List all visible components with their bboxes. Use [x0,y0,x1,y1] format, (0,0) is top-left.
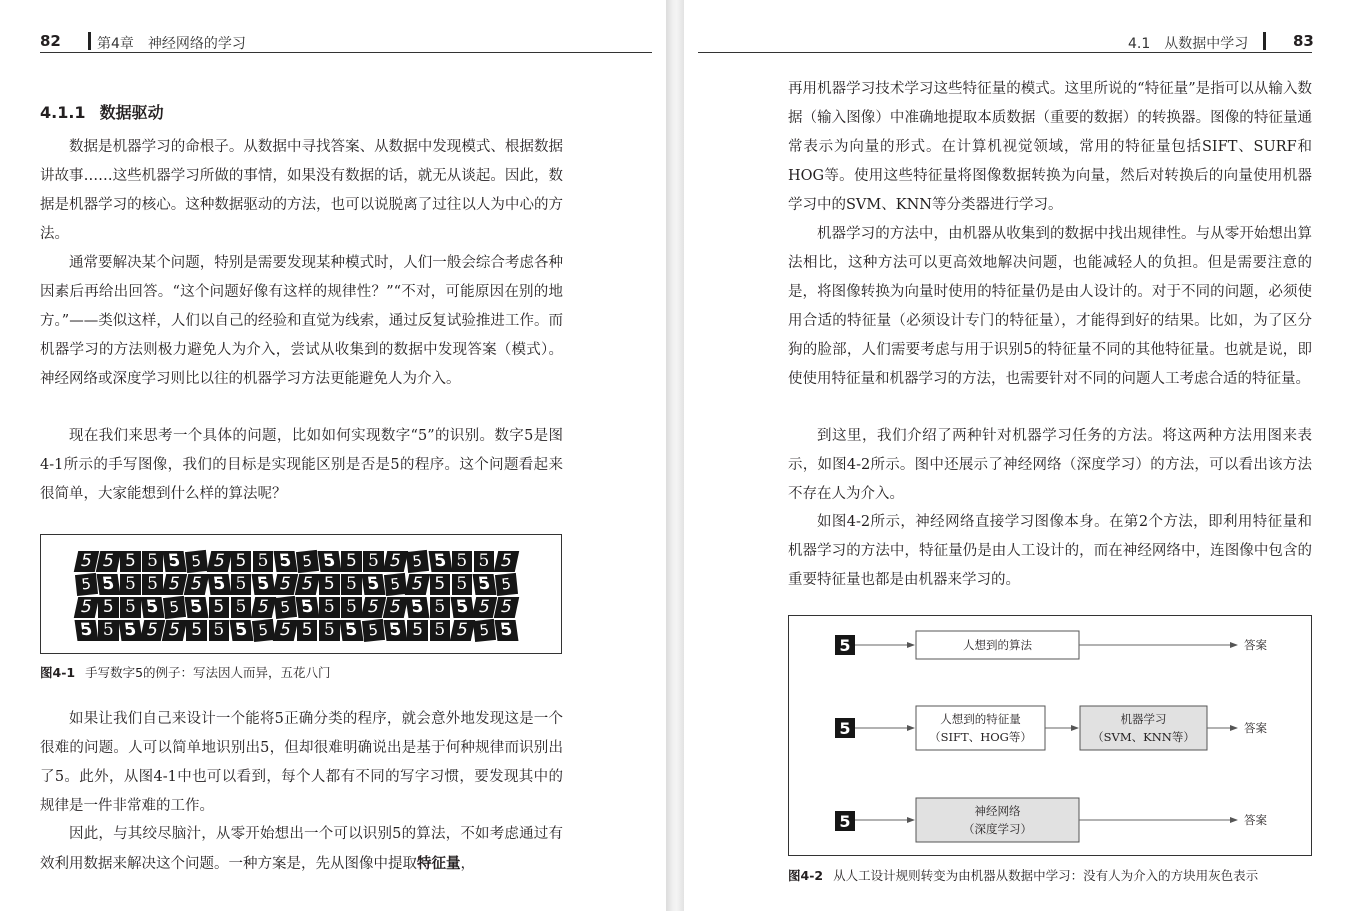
handwritten-digit: 5 [162,574,187,595]
figure-4-1-caption-text: 手写数字5的例子：写法因人而异，五花八门 [85,665,331,680]
handwritten-digit: 5 [452,574,473,595]
handwritten-digit: 5 [231,551,252,572]
handwritten-digit: 5 [74,597,99,618]
section-title: 数据驱动 [99,103,164,122]
box-machine-learning-label [1080,710,1207,746]
handwritten-digit: 5 [251,574,274,595]
handwritten-digit: 5 [207,574,230,595]
handwritten-digit: 5 [96,551,121,572]
left-header-rule [40,52,652,53]
handwritten-digit: 5 [120,574,141,595]
handwritten-digit: 5 [184,574,209,595]
handwritten-digit: 5 [430,620,451,641]
handwritten-digit: 5 [253,551,274,572]
left-paragraph-1: 数据是机器学习的命根子。从数据中寻找答案、从数据中发现模式、根据数据讲故事……这些机器学习所做的事情，如果没有数据的话，就无从谈起。因此，数据是机器学习的核心。这种数据驱动的方法，也可以说脱离了过往以人为中心的方法。 [40,139,563,242]
right-running-head: 4.1 从数据中学习 [1128,36,1249,52]
handwritten-digit: 5 [383,551,408,572]
handwritten-digit: 5 [494,620,517,641]
box-human-features-line-2: （SIFT、HOG等） [929,730,1032,744]
answer-label-row-2: 答案 [1244,721,1267,735]
right-page-number: 83 [1293,32,1314,50]
handwritten-digit: 5 [142,551,163,572]
handwritten-digit: 5 [430,574,451,595]
handwritten-digit: 5 [163,551,186,572]
handwritten-digit: 5 [384,620,407,641]
book-gutter [666,0,684,911]
figure-4-1-caption [40,663,331,681]
handwritten-digit: 5 [274,596,297,619]
handwritten-digit: 5 [362,574,385,595]
handwritten-digit: 5 [231,597,252,618]
handwritten-digit: 5 [474,551,495,572]
right-header-bar [1263,32,1266,50]
handwritten-digit: 5 [340,620,363,641]
handwritten-digit: 5 [405,574,430,595]
handwritten-digit: 5 [319,620,340,641]
handwritten-digit: 5 [140,620,165,641]
input-glyph-row-3: 5 [839,812,851,831]
handwritten-digit: 5 [361,597,386,618]
left-paragraph-4: 如果让我们自己来设计一个能将5正确分类的程序，就会意外地发现这是一个很难的问题。人可以简单地识别出5，但却很难明确说出是基于何种规律而识别出了5。此外，从图4-1中也可以看到，每个人都有不同的写字习惯，要发现其中的规律是一件非常难的工作。 [40,711,563,814]
handwritten-digit: 5 [186,620,207,641]
digit-row [76,597,518,619]
handwritten-digit: 5 [74,551,99,572]
box-human-algorithm-label: 人想到的算法 [963,638,1032,652]
handwritten-digit: 5 [472,574,495,595]
box-neural-network-label [916,802,1079,838]
figure-4-1 [40,534,562,654]
box-human-features-label [916,710,1045,746]
handwritten-digit: 5 [75,620,98,641]
handwritten-digit: 5 [450,597,473,618]
handwritten-digit: 5 [273,620,298,641]
figure-4-2-caption-text: 从人工设计规则转变为由机器从数据中学习：没有人为介入的方块用灰色表示 [833,868,1259,883]
handwritten-digit: 5 [229,620,252,641]
handwritten-digit: 5 [185,550,208,573]
digit-row [76,574,518,596]
handwritten-digit: 5 [319,574,340,595]
digit-row [76,551,518,573]
left-paragraph-2: 通常要解决某个问题，特别是需要发现某种模式时，人们一般会综合考虑各种因素后再给出回答。“这个问题好像有这样的规律性？”“不对，可能原因在别的地方。”——类似这样，人们以自己的经验和直觉为线索，通过反复试验推进工作。而机器学习的方法则极力避免人为介入，尝试从收集到的数据中发现答案（模式）。神经网络或深度学习则比以往的机器学习方法更能避免人为介入。 [40,255,563,387]
handwritten-digit: 5 [494,597,519,618]
handwritten-digit: 5 [142,574,163,595]
keyword-feature: 特征量 [417,855,461,872]
figure-4-2-caption [788,866,1258,884]
handwritten-digit: 5 [251,597,276,618]
handwritten-digit: 5 [185,597,208,618]
handwritten-digit: 5 [428,551,451,572]
left-paragraph-5-end: ， [460,856,475,872]
left-paragraph-5 [40,820,563,879]
handwritten-digit: 5 [406,597,429,618]
handwritten-digit: 5 [341,597,362,618]
handwritten-digit: 5 [297,620,318,641]
input-glyph-row-1: 5 [839,636,851,655]
left-running-head: 第4章 神经网络的学习 [97,36,246,52]
handwritten-digit: 5 [362,619,385,642]
handwritten-digit: 5 [295,574,320,595]
left-header-bar [88,32,91,50]
handwritten-digit: 5 [473,619,496,642]
figure-4-2 [788,615,1312,856]
handwritten-digit: 5 [97,574,120,595]
handwritten-digit: 5 [318,551,341,572]
right-paragraph-3: 到这里，我们介绍了两种针对机器学习任务的方法。将这两种方法用图来表示，如图4-2所示。图中还展示了神经网络（深度学习）的方法，可以看出该方法不存在人为介入。 [788,428,1312,502]
handwritten-digit: 5 [495,573,518,596]
handwritten-digit: 5 [231,574,252,595]
handwritten-digit: 5 [252,619,275,642]
handwritten-digit: 5 [384,573,407,596]
input-glyph-row-2: 5 [839,719,851,738]
section-number: 4.1.1 [40,103,86,122]
box-neural-network-line-1: 神经网络 [974,804,1021,818]
handwritten-digit: 5 [163,596,186,619]
box-neural-network-line-2: （深度学习） [963,822,1032,836]
right-paragraph-2: 机器学习的方法中，由机器从收集到的数据中找出规律性。与从零开始想出算法相比，这种方法可以更高效地解决问题，也能减轻人的负担。但是需要注意的是，将图像转换为向量时使用的特征量仍是由人设计的。对于不同的问题，必须使用合适的特征量（必须设计专门的特征量），才能得到好的结果。比如，为了区分狗的脸部，人们需要考虑与用于识别5的特征量不同的其他特征量。也就是说，即使使用特征量和机器学习的方法，也需要针对不同的问题人工考虑合适的特征量。 [788,226,1312,387]
handwritten-digit: 5 [363,551,384,572]
handwritten-digit: 5 [98,620,119,641]
figure-4-1-number: 图4-1 [40,665,76,680]
handwritten-digit: 5 [209,597,230,618]
handwritten-digit: 5 [452,551,473,572]
handwritten-digit: 5 [406,550,429,573]
section-heading [40,100,164,123]
left-paragraph-5-text: 因此，与其绞尽脑汁，从零开始想出一个可以识别5的算法，不如考虑通过有效利用数据来解决这个问题。一种方案是，先从图像中提取 [40,826,563,872]
right-paragraph-1: 再用机器学习技术学习这些特征量的模式。这里所说的“特征量”是指可以从输入数据（输入图像）中准确地提取本质数据（重要的数据）的转换器。图像的特征量通常表示为向量的形式。在计算机视觉领域，常用的特征量包括SIFT、SURF和HOG等。使用这些特征量将图像数据转换为向量，然后对转换后的向量使用机器学习中的SVM、KNN等分类器进行学习。 [788,81,1312,213]
handwritten-digits-grid [76,551,518,643]
handwritten-digit: 5 [273,574,298,595]
handwritten-digit: 5 [319,597,340,618]
handwritten-digit: 5 [341,551,362,572]
handwritten-digit: 5 [75,573,98,596]
handwritten-digit: 5 [430,597,451,618]
box-machine-learning-line-2: （SVM、KNN等） [1092,730,1195,744]
handwritten-digit: 5 [209,620,230,641]
handwritten-digit: 5 [341,574,362,595]
handwritten-digit: 5 [162,620,187,641]
left-paragraph-3: 现在我们来思考一个具体的问题，比如如何实现数字“5”的识别。数字5是图4-1所示的手写图像，我们的目标是实现能区别是否是5的程序。这个问题看起来很简单，大家能想到什么样的算法呢？ [40,428,563,502]
handwritten-digit: 5 [296,550,319,573]
handwritten-digit: 5 [206,551,231,572]
box-machine-learning-line-1: 机器学习 [1120,712,1167,726]
handwritten-digit: 5 [120,551,141,572]
handwritten-digit: 5 [295,597,318,618]
box-human-features-line-1: 人想到的特征量 [940,712,1021,726]
handwritten-digit: 5 [273,551,296,572]
left-page-number: 82 [40,32,61,50]
answer-label-row-3: 答案 [1244,813,1267,827]
handwritten-digit: 5 [383,597,408,618]
handwritten-digit: 5 [120,597,141,618]
handwritten-digit: 5 [119,620,142,641]
answer-label-row-1: 答案 [1244,638,1267,652]
handwritten-digit: 5 [494,551,519,572]
handwritten-digit: 5 [449,620,474,641]
handwritten-digit: 5 [141,597,164,618]
handwritten-digit: 5 [407,620,428,641]
digit-row [76,620,518,642]
right-paragraph-4: 如图4-2所示，神经网络直接学习图像本身。在第2个方法，即利用特征量和机器学习的方法中，特征量仍是由人工设计的，而在神经网络中，连图像中包含的重要特征量也都是由机器来学习的。 [788,514,1312,588]
handwritten-digit: 5 [98,597,119,618]
handwritten-digit: 5 [471,597,496,618]
figure-4-2-number: 图4-2 [788,868,824,883]
